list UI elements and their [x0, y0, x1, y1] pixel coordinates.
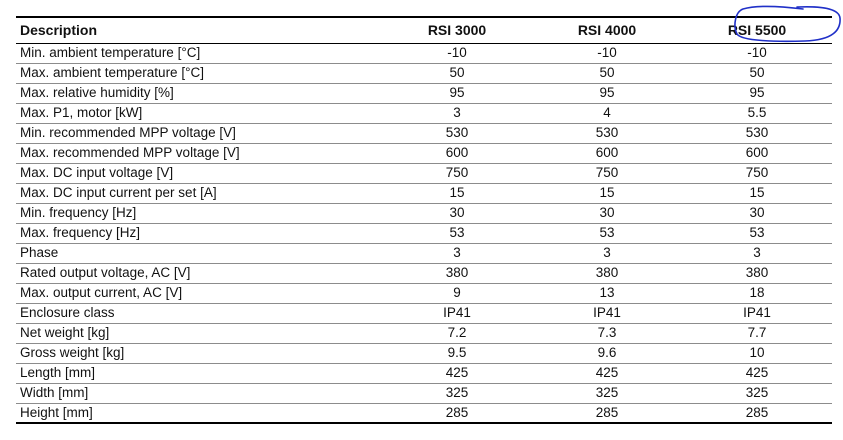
row-value: 380 [532, 263, 682, 283]
table-row [16, 343, 832, 363]
table-row [16, 323, 832, 343]
row-label: Length [mm] [16, 363, 382, 383]
row-value: 3 [382, 243, 532, 263]
row-value: 325 [532, 383, 682, 403]
row-value: 530 [682, 123, 832, 143]
row-value: 600 [682, 143, 832, 163]
row-value: 750 [682, 163, 832, 183]
row-value: 7.3 [532, 323, 682, 343]
row-value: 95 [532, 83, 682, 103]
row-value: 530 [382, 123, 532, 143]
row-label: Gross weight [kg] [16, 343, 382, 363]
table-header [16, 17, 832, 43]
row-label: Phase [16, 243, 382, 263]
table-row [16, 303, 832, 323]
table-row [16, 383, 832, 403]
table-row [16, 123, 832, 143]
row-value: 425 [532, 363, 682, 383]
row-value: IP41 [682, 303, 832, 323]
row-label: Max. DC input current per set [A] [16, 183, 382, 203]
row-value: 5.5 [682, 103, 832, 123]
row-value: -10 [532, 43, 682, 63]
table-row [16, 363, 832, 383]
table-row [16, 103, 832, 123]
table-row [16, 243, 832, 263]
table-row [16, 163, 832, 183]
row-value: 15 [532, 183, 682, 203]
model-column-header-rsi-5500: RSI 5500 [682, 17, 832, 43]
description-column-header: Description [16, 17, 382, 43]
row-label: Min. frequency [Hz] [16, 203, 382, 223]
row-value: 50 [532, 63, 682, 83]
row-value: 30 [682, 203, 832, 223]
row-label: Max. relative humidity [%] [16, 83, 382, 103]
row-value: 285 [682, 403, 832, 423]
table-row [16, 223, 832, 243]
row-value: 10 [682, 343, 832, 363]
row-label: Max. DC input voltage [V] [16, 163, 382, 183]
row-value: 425 [682, 363, 832, 383]
row-value: IP41 [532, 303, 682, 323]
row-value: 600 [532, 143, 682, 163]
row-label: Min. ambient temperature [°C] [16, 43, 382, 63]
table-row [16, 283, 832, 303]
row-value: 380 [682, 263, 832, 283]
row-label: Enclosure class [16, 303, 382, 323]
row-value: 285 [382, 403, 532, 423]
row-value: 15 [382, 183, 532, 203]
table-row [16, 263, 832, 283]
model-column-header-rsi-3000: RSI 3000 [382, 17, 532, 43]
row-value: 30 [382, 203, 532, 223]
table-row [16, 43, 832, 63]
row-label: Max. recommended MPP voltage [V] [16, 143, 382, 163]
row-value: 4 [532, 103, 682, 123]
row-value: 30 [532, 203, 682, 223]
table-row [16, 143, 832, 163]
row-value: 325 [682, 383, 832, 403]
row-value: 600 [382, 143, 532, 163]
table-row [16, 183, 832, 203]
row-label: Max. output current, AC [V] [16, 283, 382, 303]
row-value: 53 [382, 223, 532, 243]
row-value: 95 [382, 83, 532, 103]
row-value: 325 [382, 383, 532, 403]
row-value: 50 [382, 63, 532, 83]
row-value: -10 [382, 43, 532, 63]
row-value: 15 [682, 183, 832, 203]
row-value: 7.2 [382, 323, 532, 343]
row-value: 95 [682, 83, 832, 103]
row-value: 50 [682, 63, 832, 83]
row-value: 3 [532, 243, 682, 263]
row-value: 53 [682, 223, 832, 243]
row-value: 530 [532, 123, 682, 143]
table-row [16, 63, 832, 83]
row-label: Height [mm] [16, 403, 382, 423]
row-value: 285 [532, 403, 682, 423]
row-value: 9.5 [382, 343, 532, 363]
header-row [16, 17, 832, 43]
row-value: 18 [682, 283, 832, 303]
row-label: Max. ambient temperature [°C] [16, 63, 382, 83]
row-value: 3 [682, 243, 832, 263]
model-column-header-rsi-4000: RSI 4000 [532, 17, 682, 43]
row-value: 7.7 [682, 323, 832, 343]
row-value: -10 [682, 43, 832, 63]
table-row [16, 203, 832, 223]
row-value: 3 [382, 103, 532, 123]
row-value: 9.6 [532, 343, 682, 363]
table-row [16, 403, 832, 423]
table-body [16, 43, 832, 423]
row-value: 9 [382, 283, 532, 303]
row-label: Max. P1, motor [kW] [16, 103, 382, 123]
row-value: 53 [532, 223, 682, 243]
row-value: IP41 [382, 303, 532, 323]
row-label: Max. frequency [Hz] [16, 223, 382, 243]
row-label: Min. recommended MPP voltage [V] [16, 123, 382, 143]
specification-table [16, 16, 832, 424]
row-label: Width [mm] [16, 383, 382, 403]
row-label: Rated output voltage, AC [V] [16, 263, 382, 283]
row-value: 750 [382, 163, 532, 183]
row-value: 750 [532, 163, 682, 183]
row-value: 13 [532, 283, 682, 303]
table-row [16, 83, 832, 103]
row-value: 425 [382, 363, 532, 383]
row-value: 380 [382, 263, 532, 283]
row-label: Net weight [kg] [16, 323, 382, 343]
